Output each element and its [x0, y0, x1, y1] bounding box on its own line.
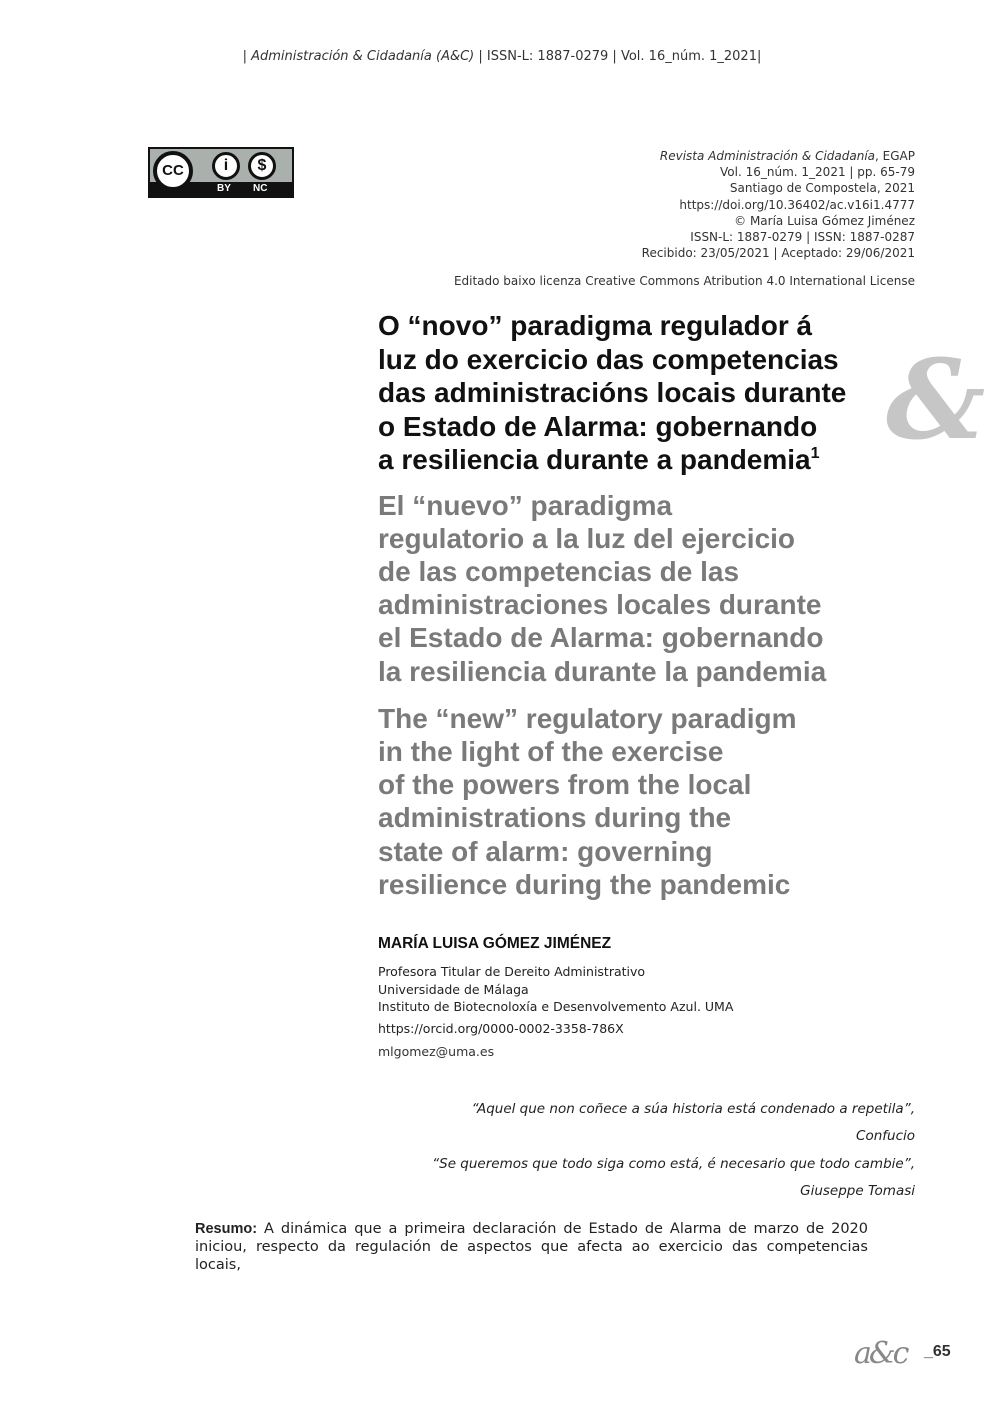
- meta-dates: Recibido: 23/05/2021 | Aceptado: 29/06/2021: [641, 246, 915, 261]
- author-institute: Instituto de Biotecnoloxía e Desenvolvemento Azul. UMA: [378, 999, 734, 1014]
- abstract-text: A dinámica que a primeira declaración de Estado de Alarma de marzo de 2020 iniciou, respecto da regulación de aspectos que afecta ao exercicio das competencias locais,: [195, 1221, 868, 1273]
- quote-author: Confucio: [856, 1128, 915, 1145]
- ampersand-logo-mark: &: [886, 335, 986, 464]
- epigraph-quotes: [432, 1096, 915, 1205]
- no-dollar-icon: $: [248, 152, 276, 180]
- cc-icon: CC: [153, 151, 193, 191]
- footer-logo: a&c: [854, 1336, 907, 1371]
- title-spanish: El “nuevo” paradigma regulatorio a la luz del ejercicio de las competencias de las administraciones locales durante el Estado de Alarma: gobernando la resiliencia durante la pandemia: [378, 489, 827, 687]
- by-label: BY: [217, 183, 231, 194]
- meta-vol-pages: Vol. 16_núm. 1_2021 | pp. 65-79: [720, 165, 915, 180]
- author-name: MARÍA LUISA GÓMEZ JIMÉNEZ: [378, 935, 612, 952]
- author-email[interactable]: mlgomez@uma.es: [378, 1044, 495, 1059]
- abstract: [195, 1220, 868, 1274]
- author-orcid[interactable]: https://orcid.org/0000-0002-3358-786X: [378, 1021, 624, 1036]
- quote-text: “Se queremos que todo siga como está, é necesario que todo cambie”,: [432, 1155, 915, 1172]
- meta-issn: ISSN-L: 1887-0279 | ISSN: 1887-0287: [690, 230, 915, 245]
- author-position: Profesora Titular de Dereito Administrativo: [378, 964, 646, 979]
- title-footnote-ref[interactable]: 1: [810, 445, 820, 462]
- title-block: [378, 309, 878, 901]
- meta-doi[interactable]: https://doi.org/10.36402/ac.v16i1.4777: [679, 197, 915, 212]
- title-english: The “new” regulatory paradigm in the light of the exercise of the powers from the local administrations during the state of alarm: governing resilience during the pandemic: [378, 702, 797, 900]
- author-affiliation: [378, 963, 733, 1016]
- abstract-label: Resumo:: [195, 1221, 258, 1237]
- header-volume: Vol. 16_núm. 1_2021: [620, 49, 757, 64]
- person-icon: i: [212, 152, 240, 180]
- meta-publisher: , EGAP: [875, 149, 915, 163]
- quote-author: Giuseppe Tomasi: [800, 1182, 915, 1199]
- title-galician: [378, 309, 878, 477]
- meta-copyright: © María Luisa Gómez Jiménez: [734, 213, 915, 228]
- header-journal: Administración & Cidadanía (A&C): [251, 49, 475, 64]
- title-galician-text: O “novo” paradigma regulador á luz do exercicio das competencias das administracións locais durante o Estado de Alarma: gobernando a resiliencia durante a pandemia: [378, 310, 847, 475]
- cc-license-badge: [148, 147, 294, 198]
- running-header: | Administración & Cidadanía (A&C) | ISSN-L: 1887-0279 | Vol. 16_núm. 1_2021|: [242, 49, 762, 64]
- quote-text: “Aquel que non coñece a súa historia está condenado a repetila”,: [471, 1101, 915, 1117]
- nc-label: NC: [253, 183, 268, 194]
- meta-journal-name: Revista Administración & Cidadanía: [659, 149, 876, 163]
- page-number: _65: [924, 1343, 951, 1360]
- header-issn: ISSN-L: 1887-0279: [486, 49, 609, 64]
- article-meta: [642, 148, 915, 261]
- license-text: Editado baixo licenza Creative Commons Atribution 4.0 International License: [453, 274, 915, 288]
- meta-place-year: Santiago de Compostela, 2021: [729, 181, 915, 196]
- author-university: Universidade de Málaga: [378, 981, 529, 997]
